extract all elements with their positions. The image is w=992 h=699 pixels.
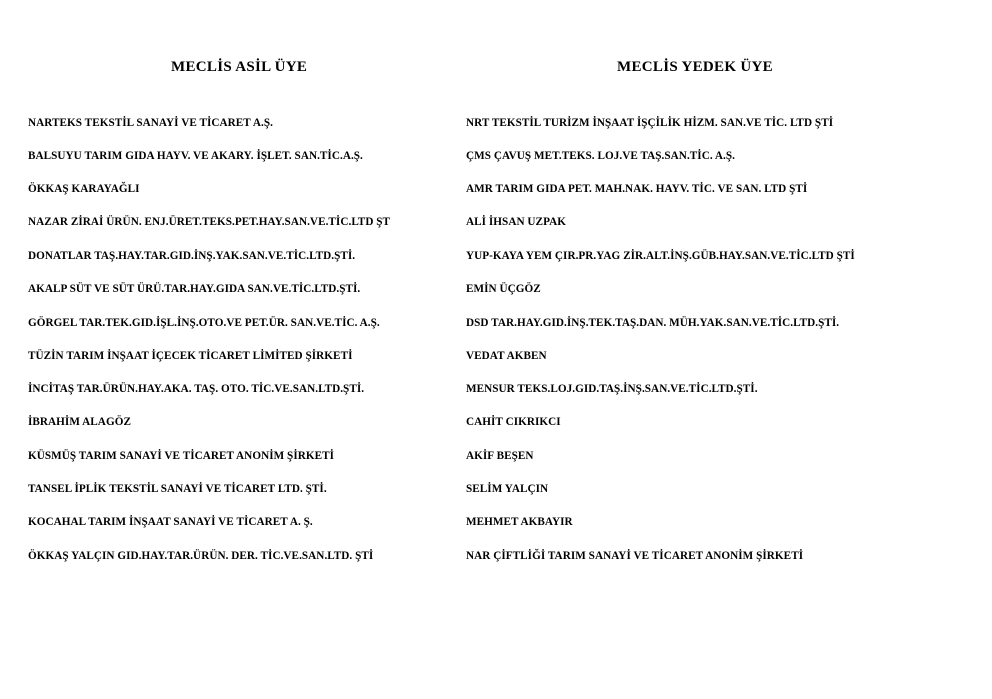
yedek-uye-name: AKİF BEŞEN bbox=[466, 450, 534, 462]
asil-uye-name: KOCAHAL TARIM İNŞAAT SANAYİ VE TİCARET A. Ş. bbox=[28, 516, 313, 528]
asil-uye-name: TÜZİN TARIM İNŞAAT İÇECEK TİCARET LİMİTED ŞİRKETİ bbox=[28, 350, 353, 362]
asil-uye-name: İNCİTAŞ TAR.ÜRÜN.HAY.AKA. TAŞ. OTO. TİC.VE.SAN.LTD.ŞTİ. bbox=[28, 383, 365, 395]
table-row bbox=[0, 346, 992, 366]
yedek-uye-name: VEDAT AKBEN bbox=[466, 350, 547, 362]
asil-uye-name: TANSEL İPLİK TEKSTİL SANAYİ VE TİCARET LTD. ŞTİ. bbox=[28, 483, 327, 495]
asil-uye-name: KÜSMÜŞ TARIM SANAYİ VE TİCARET ANONİM ŞİRKETİ bbox=[28, 450, 335, 462]
yedek-uye-name: MEHMET AKBAYIR bbox=[466, 516, 573, 528]
yedek-uye-name: NAR ÇİFTLİĞİ TARIM SANAYİ VE TİCARET ANONİM ŞİRKETİ bbox=[466, 550, 804, 562]
yedek-uye-name: NRT TEKSTİL TURİZM İNŞAAT İŞÇİLİK HİZM. SAN.VE TİC. LTD ŞTİ bbox=[466, 117, 834, 129]
yedek-uye-name: CAHİT CIKRIKCI bbox=[466, 416, 561, 428]
asil-uye-name: İBRAHİM ALAGÖZ bbox=[28, 416, 131, 428]
table-row bbox=[0, 113, 992, 133]
table-row bbox=[0, 446, 992, 466]
asil-uye-name: ÖKKAŞ YALÇIN GID.HAY.TAR.ÜRÜN. DER. TİC.VE.SAN.LTD. ŞTİ bbox=[28, 550, 374, 562]
table-row bbox=[0, 212, 992, 232]
yedek-uye-name: DSD TAR.HAY.GID.İNŞ.TEK.TAŞ.DAN. MÜH.YAK.SAN.VE.TİC.LTD.ŞTİ. bbox=[466, 317, 840, 329]
table-row bbox=[0, 179, 992, 199]
table-row bbox=[0, 412, 992, 432]
table-row bbox=[0, 479, 992, 499]
yedek-uye-name: MENSUR TEKS.LOJ.GID.TAŞ.İNŞ.SAN.VE.TİC.LTD.ŞTİ. bbox=[466, 383, 758, 395]
asil-uye-name: NARTEKS TEKSTİL SANAYİ VE TİCARET A.Ş. bbox=[28, 117, 273, 129]
table-row bbox=[0, 313, 992, 333]
heading-asil-uye: MECLİS ASİL ÜYE bbox=[171, 59, 308, 75]
table-row bbox=[0, 546, 992, 566]
asil-uye-name: AKALP SÜT VE SÜT ÜRÜ.TAR.HAY.GIDA SAN.VE.TİC.LTD.ŞTİ. bbox=[28, 283, 361, 295]
heading-yedek-uye: MECLİS YEDEK ÜYE bbox=[617, 59, 773, 75]
table-row bbox=[0, 279, 992, 299]
table-row bbox=[0, 146, 992, 166]
yedek-uye-name: ALİ İHSAN UZPAK bbox=[466, 216, 566, 228]
yedek-uye-name: SELİM YALÇIN bbox=[466, 483, 549, 495]
yedek-uye-name: ÇMS ÇAVUŞ MET.TEKS. LOJ.VE TAŞ.SAN.TİC. A.Ş. bbox=[466, 150, 736, 162]
asil-uye-name: ÖKKAŞ KARAYAĞLI bbox=[28, 183, 140, 195]
yedek-uye-name: YUP-KAYA YEM ÇIR.PR.YAG ZİR.ALT.İNŞ.GÜB.HAY.SAN.VE.TİC.LTD ŞTİ bbox=[466, 250, 855, 262]
asil-uye-name: DONATLAR TAŞ.HAY.TAR.GID.İNŞ.YAK.SAN.VE.TİC.LTD.ŞTİ. bbox=[28, 250, 356, 262]
table-row bbox=[0, 246, 992, 266]
asil-uye-name: BALSUYU TARIM GIDA HAYV. VE AKARY. İŞLET. SAN.TİC.A.Ş. bbox=[28, 150, 363, 162]
yedek-uye-name: AMR TARIM GIDA PET. MAH.NAK. HAYV. TİC. VE SAN. LTD ŞTİ bbox=[466, 183, 808, 195]
asil-uye-name: NAZAR ZİRAİ ÜRÜN. ENJ.ÜRET.TEKS.PET.HAY.SAN.VE.TİC.LTD ŞT bbox=[28, 216, 391, 228]
yedek-uye-name: EMİN ÜÇGÖZ bbox=[466, 283, 541, 295]
asil-uye-name: GÖRGEL TAR.TEK.GID.İŞL.İNŞ.OTO.VE PET.ÜR. SAN.VE.TİC. A.Ş. bbox=[28, 317, 380, 329]
table-row bbox=[0, 512, 992, 532]
table-row bbox=[0, 379, 992, 399]
